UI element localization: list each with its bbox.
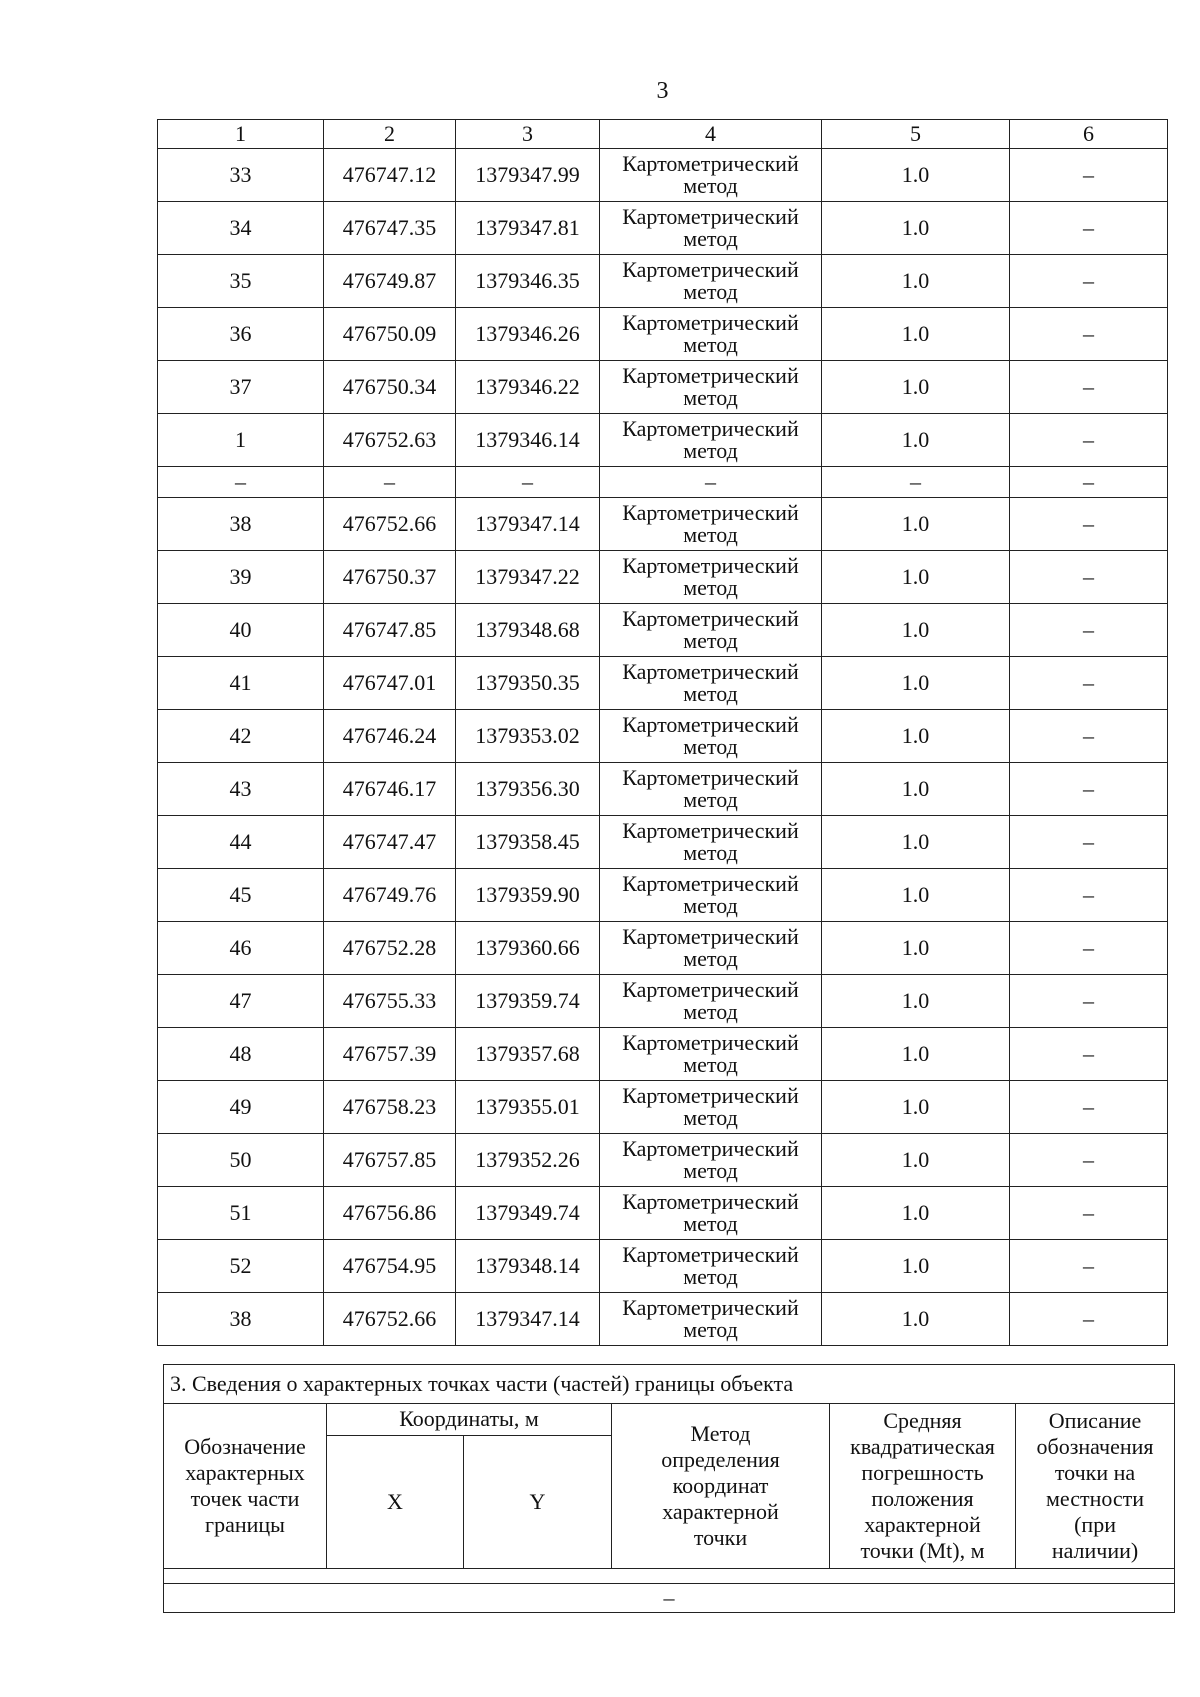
method-line: метод <box>683 628 738 653</box>
description-cell: – <box>1010 1293 1168 1346</box>
y-coordinate-cell: 1379349.74 <box>456 1187 600 1240</box>
accuracy-cell: 1.0 <box>822 816 1010 869</box>
y-coordinate-cell: 1379348.68 <box>456 604 600 657</box>
method-cell <box>600 657 822 710</box>
description-cell: – <box>1010 551 1168 604</box>
method-cell <box>600 202 822 255</box>
point-number-cell: 50 <box>158 1134 324 1187</box>
accuracy-cell: 1.0 <box>822 255 1010 308</box>
header-line: характерных <box>185 1460 305 1485</box>
method-line: метод <box>683 1264 738 1289</box>
method-line: Картометрический <box>622 1295 799 1320</box>
method-line: Картометрический <box>622 765 799 790</box>
method-line: Картометрический <box>622 204 799 229</box>
header-line: Обозначение <box>184 1434 306 1459</box>
method-cell <box>600 308 822 361</box>
x-header: X <box>327 1435 464 1568</box>
point-number-cell: 49 <box>158 1081 324 1134</box>
method-line: Картометрический <box>622 310 799 335</box>
header-line: погрешность <box>861 1460 984 1485</box>
table-row <box>158 975 1168 1028</box>
table-row <box>158 604 1168 657</box>
accuracy-cell: 1.0 <box>822 710 1010 763</box>
column-number-header: 1 <box>158 120 324 149</box>
coordinates-table <box>157 119 1168 1346</box>
point-number-cell: 39 <box>158 551 324 604</box>
description-cell: – <box>1010 816 1168 869</box>
accuracy-cell: 1.0 <box>822 1187 1010 1240</box>
x-coordinate-cell: 476746.24 <box>324 710 456 763</box>
y-coordinate-cell: 1379347.81 <box>456 202 600 255</box>
method-cell <box>600 1028 822 1081</box>
point-number-cell: 51 <box>158 1187 324 1240</box>
method-line: метод <box>683 840 738 865</box>
table-row <box>158 1134 1168 1187</box>
header-line: наличии) <box>1051 1538 1139 1563</box>
table-row <box>158 816 1168 869</box>
table-row <box>158 1028 1168 1081</box>
method-line: Картометрический <box>622 712 799 737</box>
method-line: метод <box>683 999 738 1024</box>
method-cell <box>600 1187 822 1240</box>
method-cell <box>600 1240 822 1293</box>
method-line: метод <box>683 575 738 600</box>
method-line: Картометрический <box>622 416 799 441</box>
method-line: метод <box>683 226 738 251</box>
column-number-row <box>158 120 1168 149</box>
column-number-header: 6 <box>1010 120 1168 149</box>
method-line: Картометрический <box>622 151 799 176</box>
method-line: Картометрический <box>622 606 799 631</box>
x-coordinate-cell: 476757.39 <box>324 1028 456 1081</box>
column-number-header: 2 <box>324 120 456 149</box>
accuracy-cell: 1.0 <box>822 414 1010 467</box>
table-row <box>158 1293 1168 1346</box>
method-line: метод <box>683 1317 738 1342</box>
method-cell <box>600 869 822 922</box>
description-cell: – <box>1010 975 1168 1028</box>
method-line: Картометрический <box>622 553 799 578</box>
x-coordinate-cell: 476758.23 <box>324 1081 456 1134</box>
method-cell: – <box>600 467 822 498</box>
header-line: местности <box>1045 1486 1145 1511</box>
y-coordinate-cell: 1379347.22 <box>456 551 600 604</box>
method-header <box>612 1404 830 1569</box>
table-row <box>158 922 1168 975</box>
method-cell <box>600 975 822 1028</box>
method-cell <box>600 498 822 551</box>
table-row <box>158 551 1168 604</box>
point-number-cell: 42 <box>158 710 324 763</box>
method-cell <box>600 1134 822 1187</box>
x-coordinate-cell: 476750.34 <box>324 361 456 414</box>
point-number-cell: 35 <box>158 255 324 308</box>
table-row <box>158 1240 1168 1293</box>
y-coordinate-cell: 1379346.14 <box>456 414 600 467</box>
x-coordinate-cell: 476746.17 <box>324 763 456 816</box>
column-number-header: 5 <box>822 120 1010 149</box>
method-line: Картометрический <box>622 1189 799 1214</box>
x-coordinate-cell: 476747.01 <box>324 657 456 710</box>
y-coordinate-cell: – <box>456 467 600 498</box>
accuracy-cell: 1.0 <box>822 1028 1010 1081</box>
header-line: квадратическая <box>850 1434 995 1459</box>
description-cell: – <box>1010 361 1168 414</box>
table-row <box>158 361 1168 414</box>
description-cell: – <box>1010 1187 1168 1240</box>
method-line: Картометрический <box>622 363 799 388</box>
y-coordinate-cell: 1379359.74 <box>456 975 600 1028</box>
y-coordinate-cell: 1379360.66 <box>456 922 600 975</box>
point-number-cell: 40 <box>158 604 324 657</box>
description-cell: – <box>1010 869 1168 922</box>
table-row <box>158 308 1168 361</box>
x-coordinate-cell: 476747.12 <box>324 149 456 202</box>
accuracy-cell: 1.0 <box>822 975 1010 1028</box>
accuracy-cell: 1.0 <box>822 869 1010 922</box>
y-coordinate-cell: 1379359.90 <box>456 869 600 922</box>
method-line: Картометрический <box>622 1083 799 1108</box>
accuracy-cell: 1.0 <box>822 1081 1010 1134</box>
header-line: границы <box>205 1512 285 1537</box>
y-coordinate-cell: 1379347.14 <box>456 1293 600 1346</box>
description-cell: – <box>1010 202 1168 255</box>
accuracy-cell: 1.0 <box>822 1134 1010 1187</box>
x-coordinate-cell: 476754.95 <box>324 1240 456 1293</box>
description-cell: – <box>1010 1134 1168 1187</box>
point-number-cell: 36 <box>158 308 324 361</box>
method-cell <box>600 255 822 308</box>
x-coordinate-cell: 476750.37 <box>324 551 456 604</box>
table-row <box>158 1187 1168 1240</box>
method-line: метод <box>683 734 738 759</box>
method-cell <box>600 1293 822 1346</box>
header-line: положения <box>871 1486 974 1511</box>
point-number-cell: 48 <box>158 1028 324 1081</box>
accuracy-cell: 1.0 <box>822 1240 1010 1293</box>
method-line: метод <box>683 1052 738 1077</box>
header-line: координат <box>672 1473 769 1498</box>
method-line: метод <box>683 279 738 304</box>
section-3-title: 3. Сведения о характерных точках части (частей) границы объекта <box>164 1365 1175 1404</box>
y-coordinate-cell: 1379356.30 <box>456 763 600 816</box>
x-coordinate-cell: 476756.86 <box>324 1187 456 1240</box>
designation-header <box>164 1404 327 1569</box>
method-line: Картометрический <box>622 257 799 282</box>
y-coordinate-cell: 1379346.26 <box>456 308 600 361</box>
header-line: характерной <box>662 1499 779 1524</box>
description-cell: – <box>1010 1081 1168 1134</box>
accuracy-cell: 1.0 <box>822 604 1010 657</box>
method-line: Картометрический <box>622 659 799 684</box>
empty-row <box>164 1569 1175 1584</box>
header-line: Средняя <box>883 1408 962 1433</box>
header-line: определения <box>661 1447 780 1472</box>
x-coordinate-cell: 476749.87 <box>324 255 456 308</box>
x-coordinate-cell: 476752.28 <box>324 922 456 975</box>
point-number-cell: 38 <box>158 1293 324 1346</box>
table-row <box>158 710 1168 763</box>
header-line: точки (Mt), м <box>860 1538 985 1563</box>
method-line: Картометрический <box>622 818 799 843</box>
x-coordinate-cell: 476757.85 <box>324 1134 456 1187</box>
method-line: Картометрический <box>622 924 799 949</box>
point-number-cell: 38 <box>158 498 324 551</box>
point-number-cell: 43 <box>158 763 324 816</box>
method-cell <box>600 361 822 414</box>
point-number-cell: 47 <box>158 975 324 1028</box>
y-coordinate-cell: 1379358.45 <box>456 816 600 869</box>
method-line: метод <box>683 787 738 812</box>
table-row <box>158 414 1168 467</box>
x-coordinate-cell: 476752.66 <box>324 1293 456 1346</box>
description-cell: – <box>1010 922 1168 975</box>
x-coordinate-cell: 476749.76 <box>324 869 456 922</box>
table-row <box>158 255 1168 308</box>
point-number-cell: 45 <box>158 869 324 922</box>
column-number-header: 3 <box>456 120 600 149</box>
method-cell <box>600 414 822 467</box>
section-3-table <box>163 1364 1175 1613</box>
header-line: точек части <box>190 1486 300 1511</box>
separator-row <box>158 467 1168 498</box>
method-cell <box>600 551 822 604</box>
description-cell: – <box>1010 149 1168 202</box>
table-row <box>158 763 1168 816</box>
method-line: метод <box>683 1211 738 1236</box>
accuracy-cell: 1.0 <box>822 657 1010 710</box>
point-number-cell: 52 <box>158 1240 324 1293</box>
method-line: метод <box>683 332 738 357</box>
header-line: (при <box>1074 1512 1116 1537</box>
description-cell: – <box>1010 604 1168 657</box>
coordinates-table-body <box>158 120 1168 1346</box>
y-coordinate-cell: 1379347.99 <box>456 149 600 202</box>
accuracy-cell: 1.0 <box>822 551 1010 604</box>
x-coordinate-cell: 476747.47 <box>324 816 456 869</box>
point-number-cell: 46 <box>158 922 324 975</box>
table-row <box>158 869 1168 922</box>
description-cell: – <box>1010 1240 1168 1293</box>
column-number-header: 4 <box>600 120 822 149</box>
method-line: метод <box>683 1105 738 1130</box>
point-number-cell: 33 <box>158 149 324 202</box>
point-number-cell: 1 <box>158 414 324 467</box>
description-cell: – <box>1010 414 1168 467</box>
method-line: метод <box>683 1158 738 1183</box>
accuracy-cell: 1.0 <box>822 202 1010 255</box>
header-line: Описание <box>1048 1408 1142 1433</box>
method-line: Картометрический <box>622 977 799 1002</box>
table-row <box>158 202 1168 255</box>
method-line: метод <box>683 385 738 410</box>
y-coordinate-cell: 1379355.01 <box>456 1081 600 1134</box>
method-line: Картометрический <box>622 500 799 525</box>
method-cell <box>600 149 822 202</box>
y-coordinate-cell: 1379353.02 <box>456 710 600 763</box>
table-row <box>158 498 1168 551</box>
description-cell: – <box>1010 657 1168 710</box>
method-line: метод <box>683 681 738 706</box>
method-cell <box>600 604 822 657</box>
method-line: метод <box>683 438 738 463</box>
accuracy-cell: – <box>822 467 1010 498</box>
header-line: Метод <box>690 1421 751 1446</box>
description-cell: – <box>1010 763 1168 816</box>
x-coordinate-cell: 476747.85 <box>324 604 456 657</box>
coordinates-header: Координаты, м <box>327 1404 612 1436</box>
method-line: Картометрический <box>622 1136 799 1161</box>
y-coordinate-cell: 1379352.26 <box>456 1134 600 1187</box>
method-line: метод <box>683 522 738 547</box>
accuracy-cell: 1.0 <box>822 498 1010 551</box>
accuracy-cell: 1.0 <box>822 1293 1010 1346</box>
accuracy-cell: 1.0 <box>822 763 1010 816</box>
accuracy-header <box>830 1404 1016 1569</box>
y-coordinate-cell: 1379346.22 <box>456 361 600 414</box>
description-cell: – <box>1010 710 1168 763</box>
method-line: метод <box>683 946 738 971</box>
point-number-cell: 41 <box>158 657 324 710</box>
x-coordinate-cell: 476752.63 <box>324 414 456 467</box>
description-cell: – <box>1010 498 1168 551</box>
method-cell <box>600 763 822 816</box>
point-number-cell: 37 <box>158 361 324 414</box>
header-line: характерной <box>864 1512 981 1537</box>
x-coordinate-cell: 476752.66 <box>324 498 456 551</box>
table-row <box>158 149 1168 202</box>
method-cell <box>600 710 822 763</box>
description-cell: – <box>1010 1028 1168 1081</box>
method-line: метод <box>683 893 738 918</box>
table-row <box>158 1081 1168 1134</box>
point-number-cell: 44 <box>158 816 324 869</box>
method-line: Картометрический <box>622 1242 799 1267</box>
header-line: точки <box>693 1525 748 1550</box>
accuracy-cell: 1.0 <box>822 308 1010 361</box>
x-coordinate-cell: – <box>324 467 456 498</box>
no-data-cell: – <box>164 1584 1175 1613</box>
x-coordinate-cell: 476747.35 <box>324 202 456 255</box>
y-header: Y <box>464 1435 612 1568</box>
header-line: точки на <box>1054 1460 1136 1485</box>
method-cell <box>600 922 822 975</box>
description-cell: – <box>1010 467 1168 498</box>
accuracy-cell: 1.0 <box>822 149 1010 202</box>
method-line: Картометрический <box>622 871 799 896</box>
y-coordinate-cell: 1379357.68 <box>456 1028 600 1081</box>
x-coordinate-cell: 476755.33 <box>324 975 456 1028</box>
description-cell: – <box>1010 308 1168 361</box>
page-number: 3 <box>656 78 669 104</box>
method-line: метод <box>683 173 738 198</box>
header-line: обозначения <box>1036 1434 1154 1459</box>
y-coordinate-cell: 1379348.14 <box>456 1240 600 1293</box>
description-header <box>1016 1404 1175 1569</box>
y-coordinate-cell: 1379347.14 <box>456 498 600 551</box>
accuracy-cell: 1.0 <box>822 922 1010 975</box>
table-row <box>158 657 1168 710</box>
y-coordinate-cell: 1379350.35 <box>456 657 600 710</box>
y-coordinate-cell: 1379346.35 <box>456 255 600 308</box>
method-cell <box>600 1081 822 1134</box>
accuracy-cell: 1.0 <box>822 361 1010 414</box>
point-number-cell: – <box>158 467 324 498</box>
method-cell <box>600 816 822 869</box>
method-line: Картометрический <box>622 1030 799 1055</box>
x-coordinate-cell: 476750.09 <box>324 308 456 361</box>
description-cell: – <box>1010 255 1168 308</box>
point-number-cell: 34 <box>158 202 324 255</box>
